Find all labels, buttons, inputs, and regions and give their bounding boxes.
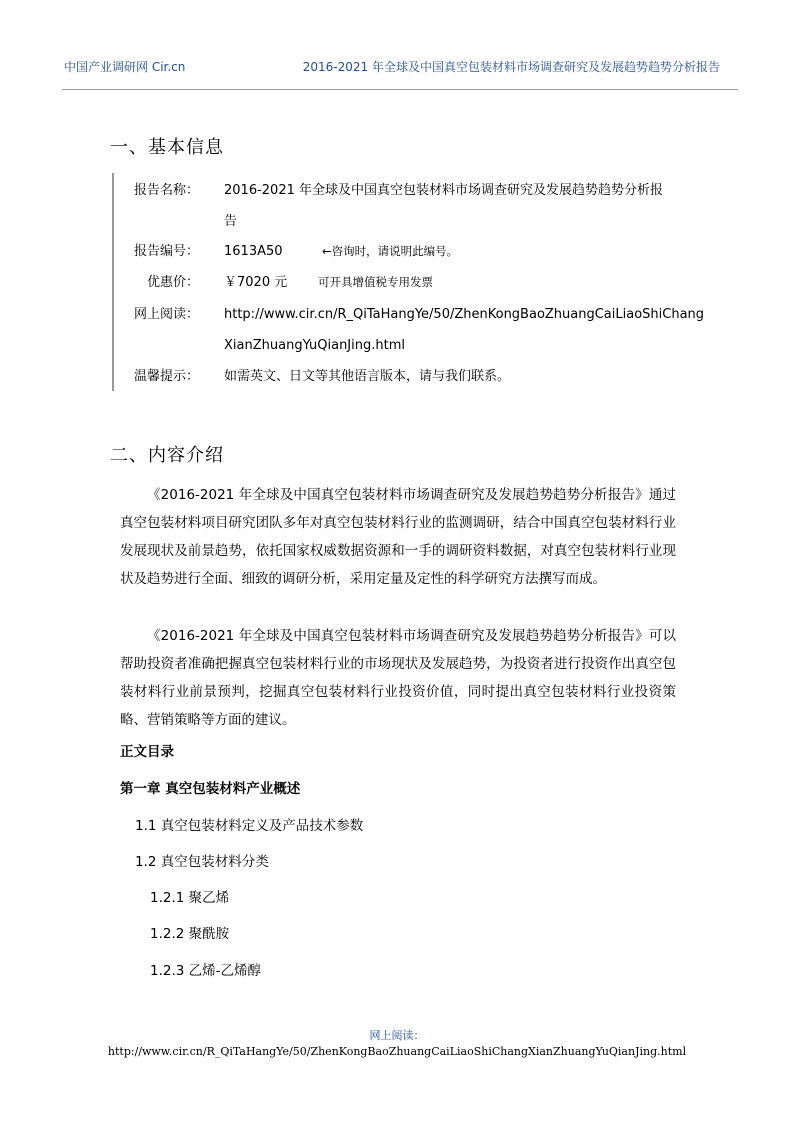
- section-content-intro-title: 二、内容介绍: [110, 445, 224, 466]
- toc-item-1-1: 1.1 真空包装材料定义及产品技术参数: [135, 818, 364, 834]
- report-code-value: 1613A50: [224, 244, 283, 259]
- report-name-value-line1: 2016-2021 年全球及中国真空包装材料市场调查研究及发展趋势趋势分析报: [224, 183, 663, 198]
- report-name-value-line2: 告: [224, 214, 238, 229]
- header-report-title: 2016-2021 年全球及中国真空包装材料市场调查研究及发展趋势趋势分析报告: [302, 60, 720, 74]
- toc-item-1-2-3: 1.2.3 乙烯-乙烯醇: [150, 963, 262, 979]
- toc-heading: 正文目录: [120, 744, 174, 760]
- intro-paragraph-2: 《2016-2021 年全球及中国真空包装材料市场调查研究及发展趋势趋势分析报告》可以帮助投资者准确把握真空包装材料行业的市场现状及发展趋势，为投资者进行投资作出真空包装材料行业前景预判，挖掘真空包装材料行业投资价值，同时提出真空包装材料行业投资策略、营销策略等方面的建议。: [120, 628, 676, 728]
- toc-item-1-2-2: 1.2.2 聚酰胺: [150, 926, 230, 942]
- price-label: 优惠价：: [146, 275, 199, 290]
- tip-value: 如需英文、日文等其他语言版本，请与我们联系。: [224, 369, 511, 384]
- intro-paragraph-1: 《2016-2021 年全球及中国真空包装材料市场调查研究及发展趋势趋势分析报告》通过真空包装材料项目研究团队多年对真空包装材料行业的监测调研，结合中国真空包装材料行业发展现状及前景趋势，依托国家权威数据资源和一手的调研资料数据，对真空包装材料行业现状及趋势进行全面、细致的调研分析，采用定量及定性的科学研究方法撰写而成。: [120, 487, 676, 587]
- basic-info-box: [112, 173, 705, 391]
- header-site-name: 中国产业调研网 Cir.cn: [64, 60, 186, 74]
- footer-url-link[interactable]: http://www.cir.cn/R_QiTaHangYe/50/ZhenKongBaoZhuangCaiLiaoShiChangXianZhuangYuQianJing.html: [107, 1045, 687, 1058]
- toc-chapter-1: 第一章 真空包装材料产业概述: [120, 781, 301, 797]
- header-divider: [62, 89, 738, 90]
- tip-label: 温馨提示：: [133, 369, 199, 384]
- toc-item-1-2: 1.2 真空包装材料分类: [135, 854, 269, 870]
- online-read-url-line2[interactable]: XianZhuangYuQianJing.html: [224, 338, 405, 353]
- footer-online-read-label: 网上阅读：: [369, 1029, 425, 1042]
- section-basic-info-title: 一、基本信息: [110, 137, 224, 158]
- online-read-url-line1[interactable]: http://www.cir.cn/R_QiTaHangYe/50/ZhenKongBaoZhuangCaiLiaoShiChang: [224, 307, 705, 322]
- report-name-label: 报告名称：: [133, 183, 199, 198]
- price-value: ￥7020 元: [224, 275, 288, 290]
- report-code-note: ←咨询时，请说明此编号。: [322, 244, 459, 258]
- price-note: 可开具增值税专用发票: [318, 275, 433, 289]
- online-read-label: 网上阅读：: [133, 307, 199, 322]
- report-code-label: 报告编号：: [133, 244, 199, 259]
- toc-item-1-2-1: 1.2.1 聚乙烯: [150, 890, 230, 906]
